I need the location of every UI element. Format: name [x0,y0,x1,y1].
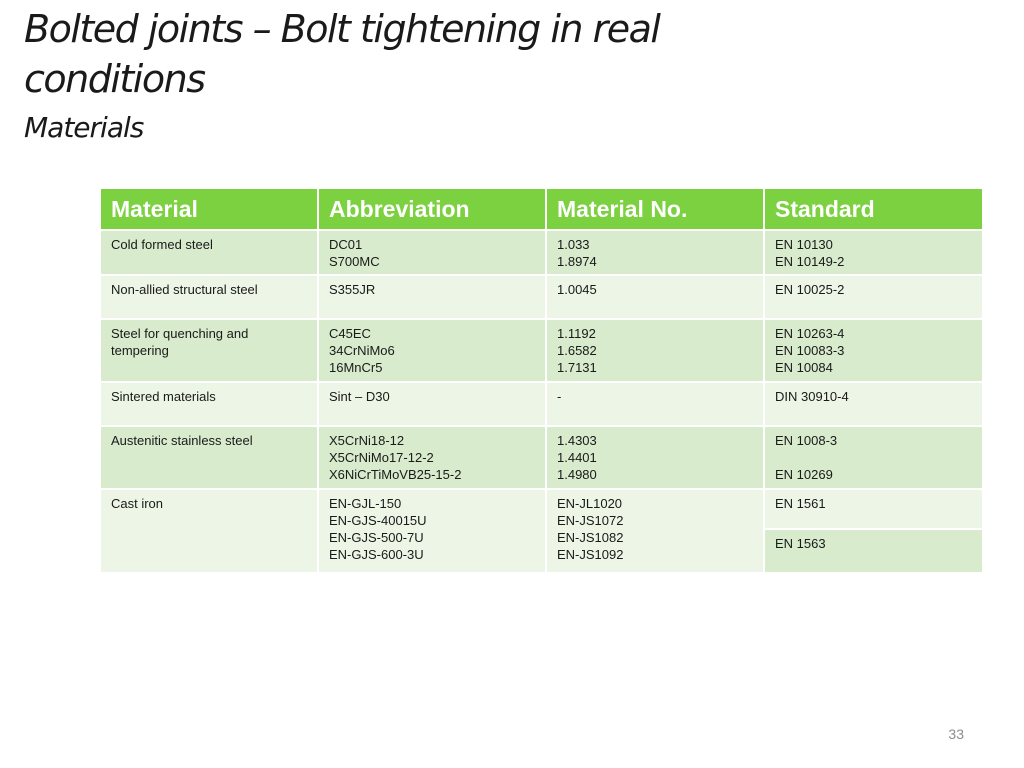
cell-abbreviation: S355JR [319,276,545,318]
column-header-abbreviation: Abbreviation [319,189,545,229]
slide-subtitle: Materials [24,111,144,144]
slide-title: Bolted joints – Bolt tightening in real conditions [24,7,660,101]
cell-standard: EN 10130 EN 10149-2 [765,231,982,274]
table-row [101,276,982,318]
cell-material: Steel for quenching and tempering [101,320,317,381]
cell-standard: EN 1561 [765,490,982,528]
cell-material: Cold formed steel [101,231,317,274]
column-header-material-no: Material No. [547,189,763,229]
cell-abbreviation: C45EC 34CrNiMo6 16MnCr5 [319,320,545,381]
cell-standard: EN 10263-4 EN 10083-3 EN 10084 [765,320,982,381]
materials-table [99,187,984,574]
cell-abbreviation: X5CrNi18-12 X5CrNiMo17-12-2 X6NiCrTiMoVB25-15-2 [319,427,545,488]
table-header-row [101,189,982,229]
cell-abbreviation: EN-GJL-150 EN-GJS-40015U EN-GJS-500-7U EN-GJS-600-3U [319,490,545,572]
cell-material-no: EN-JL1020 EN-JS1072 EN-JS1082 EN-JS1092 [547,490,763,572]
cell-abbreviation: DC01 S700MC [319,231,545,274]
cell-abbreviation: Sint – D30 [319,383,545,425]
cell-material-no: 1.4303 1.4401 1.4980 [547,427,763,488]
table-row [101,231,982,274]
table-row [101,427,982,488]
cell-material: Non-allied structural steel [101,276,317,318]
cell-standard: EN 1563 [765,530,982,572]
table-row [101,383,982,425]
column-header-material: Material [101,189,317,229]
column-header-standard: Standard [765,189,982,229]
page-number: 33 [948,726,964,742]
cell-material-no: 1.1192 1.6582 1.7131 [547,320,763,381]
cell-standard: EN 1008-3 EN 10269 [765,427,982,488]
cell-material: Cast iron [101,490,317,572]
cell-material-no: 1.033 1.8974 [547,231,763,274]
cell-material: Sintered materials [101,383,317,425]
table-row [101,320,982,381]
cell-standard: EN 10025-2 [765,276,982,318]
cell-material-no: - [547,383,763,425]
table-row [101,490,982,528]
cell-standard: DIN 30910-4 [765,383,982,425]
cell-material: Austenitic stainless steel [101,427,317,488]
cell-material-no: 1.0045 [547,276,763,318]
